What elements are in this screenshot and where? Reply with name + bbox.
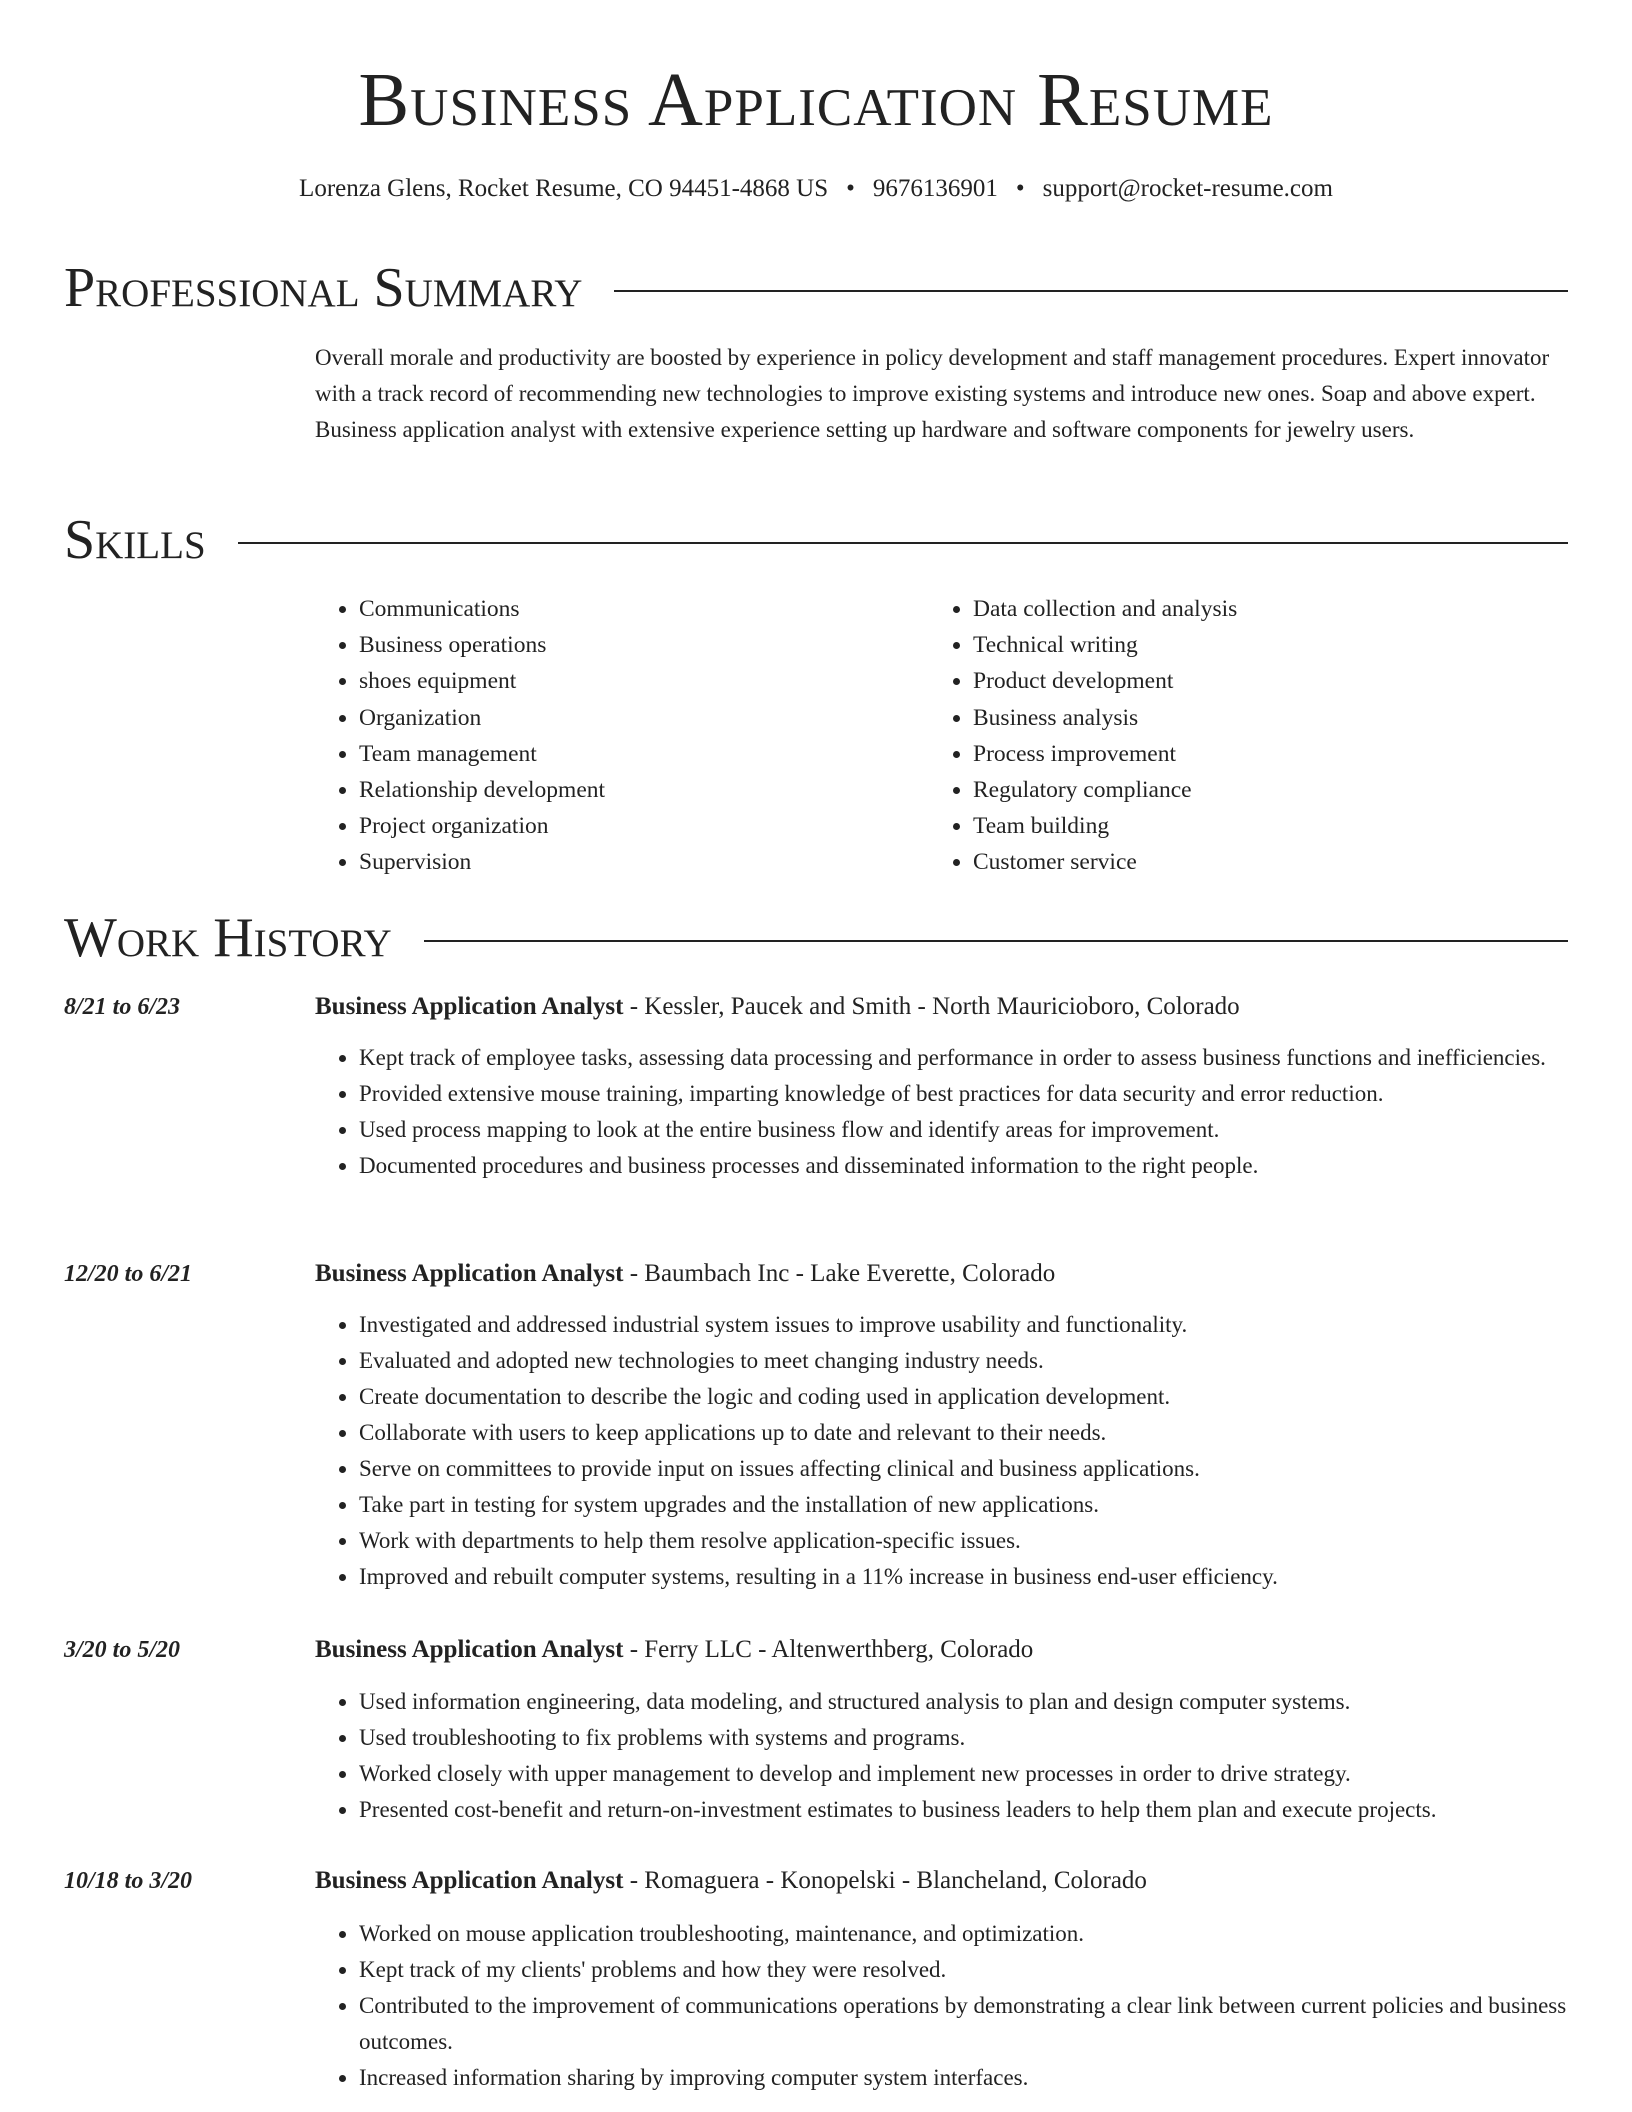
job-bullet: • Improved and rebuilt computer systems, resulting in a 11% increase in business end-user efficiency. — [359, 1559, 1568, 1595]
job-bullet: • Serve on committees to provide input on issues affecting clinical and business applications. — [359, 1451, 1568, 1487]
job-bullet: • Used information engineering, data modeling, and structured analysis to plan and design computer systems. — [359, 1684, 1568, 1720]
section-divider — [238, 542, 1568, 544]
skill-item: • Relationship development — [359, 772, 605, 808]
skill-item: • Project organization — [359, 808, 605, 844]
job-bullet: • Increased information sharing by improving computer system interfaces. — [359, 2060, 1568, 2096]
skill-item: • Business operations — [359, 627, 605, 663]
skill-item: • Customer service — [973, 844, 1237, 880]
skill-item: • Organization — [359, 700, 605, 736]
skill-item: • Business analysis — [973, 700, 1237, 736]
job-bullet: • Contributed to the improvement of communications operations by demonstrating a clear link between current policies and business outcomes. — [359, 1988, 1568, 2060]
job-bullet: • Worked closely with upper management to develop and implement new processes in order to drive strategy. — [359, 1756, 1568, 1792]
skill-item: • Process improvement — [973, 736, 1237, 772]
skill-item: • Product development — [973, 663, 1237, 699]
contact-separator: • — [846, 175, 855, 202]
section-divider — [424, 940, 1568, 942]
skills-heading: Skills — [64, 509, 206, 571]
skills-section-header — [64, 509, 1568, 571]
skill-item: • Communications — [359, 591, 605, 627]
skill-item: • Regulatory compliance — [973, 772, 1237, 808]
job-bullet: • Used troubleshooting to fix problems with systems and programs. — [359, 1720, 1568, 1756]
job-bullet: • Create documentation to describe the logic and coding used in application development. — [359, 1379, 1568, 1415]
job-title: Business Application Analyst — [315, 1260, 624, 1287]
job-bullet: • Worked on mouse application troubleshooting, maintenance, and optimization. — [359, 1916, 1568, 1952]
summary-heading: Professional Summary — [64, 257, 583, 319]
job-bullet: • Collaborate with users to keep applications up to date and relevant to their needs. — [359, 1415, 1568, 1451]
work-section-header — [64, 907, 1568, 969]
contact-address: Lorenza Glens, Rocket Resume, CO 94451-4868 US — [299, 175, 829, 202]
job-bullet: • Investigated and addressed industrial system issues to improve usability and functionality. — [359, 1307, 1568, 1343]
job-title: Business Application Analyst — [315, 993, 624, 1020]
resume-title: Business Application Resume — [358, 58, 1274, 142]
job-heading — [315, 1866, 1147, 1896]
job-heading — [315, 1635, 1033, 1665]
job-heading — [315, 1259, 1055, 1289]
contact-email: support@rocket-resume.com — [1042, 175, 1333, 202]
skills-list-left — [315, 591, 605, 881]
job-title: Business Application Analyst — [315, 1867, 624, 1894]
summary-section-header — [64, 257, 1568, 319]
skill-item: • Data collection and analysis — [973, 591, 1237, 627]
job-bullet: • Presented cost-benefit and return-on-investment estimates to business leaders to help them plan and execute projects. — [359, 1792, 1568, 1828]
job-bullet: • Kept track of employee tasks, assessing data processing and performance in order to assess business functions and inefficiencies. — [359, 1040, 1568, 1076]
job-dates: 8/21 to 6/23 — [64, 994, 181, 1020]
job-bullet: • Work with departments to help them resolve application-specific issues. — [359, 1523, 1568, 1559]
skills-list-right — [929, 591, 1237, 881]
skill-item: • Supervision — [359, 844, 605, 880]
job-details: - Romaguera - Konopelski - Blancheland, Colorado — [623, 1867, 1147, 1894]
job-dates: 12/20 to 6/21 — [64, 1261, 193, 1287]
job-bullets — [315, 1307, 1568, 1595]
job-dates: 10/18 to 3/20 — [64, 1868, 193, 1894]
skill-item: • Team building — [973, 808, 1237, 844]
job-bullet: • Evaluated and adopted new technologies to meet changing industry needs. — [359, 1343, 1568, 1379]
job-title: Business Application Analyst — [315, 1636, 624, 1663]
work-heading: Work History — [64, 907, 392, 969]
job-bullet: • Take part in testing for system upgrades and the installation of new applications. — [359, 1487, 1568, 1523]
skill-item: • Technical writing — [973, 627, 1237, 663]
summary-text: Overall morale and productivity are boosted by experience in policy development and staff management procedures. Expert innovator with a track record of recommending new technologies to improve existing systems and introduce new ones. Soap and above expert. Business application analyst with extensive experience setting up hardware and software components for jewelry users. — [315, 345, 1550, 442]
job-heading — [315, 992, 1240, 1022]
job-bullets — [315, 1916, 1568, 2096]
contact-phone: 9676136901 — [872, 175, 998, 202]
skill-item: • shoes equipment — [359, 663, 605, 699]
job-bullets — [315, 1684, 1568, 1828]
job-dates: 3/20 to 5/20 — [64, 1637, 181, 1663]
job-bullet: • Kept track of my clients' problems and how they were resolved. — [359, 1952, 1568, 1988]
contact-separator: • — [1015, 175, 1025, 202]
job-bullet: • Provided extensive mouse training, imparting knowledge of best practices for data security and error reduction. — [359, 1076, 1568, 1112]
job-bullet: • Documented procedures and business processes and disseminated information to the right people. — [359, 1148, 1568, 1184]
job-details: - Baumbach Inc - Lake Everette, Colorado — [623, 1260, 1056, 1287]
skill-item: • Team management — [359, 736, 605, 772]
job-details: - Kessler, Paucek and Smith - North Mauricioboro, Colorado — [623, 993, 1240, 1020]
job-bullets — [315, 1040, 1568, 1184]
job-details: - Ferry LLC - Altenwerthberg, Colorado — [623, 1636, 1034, 1663]
job-bullet: • Used process mapping to look at the entire business flow and identify areas for improvement. — [359, 1112, 1568, 1148]
contact-line — [0, 176, 1632, 201]
section-divider — [614, 290, 1568, 292]
